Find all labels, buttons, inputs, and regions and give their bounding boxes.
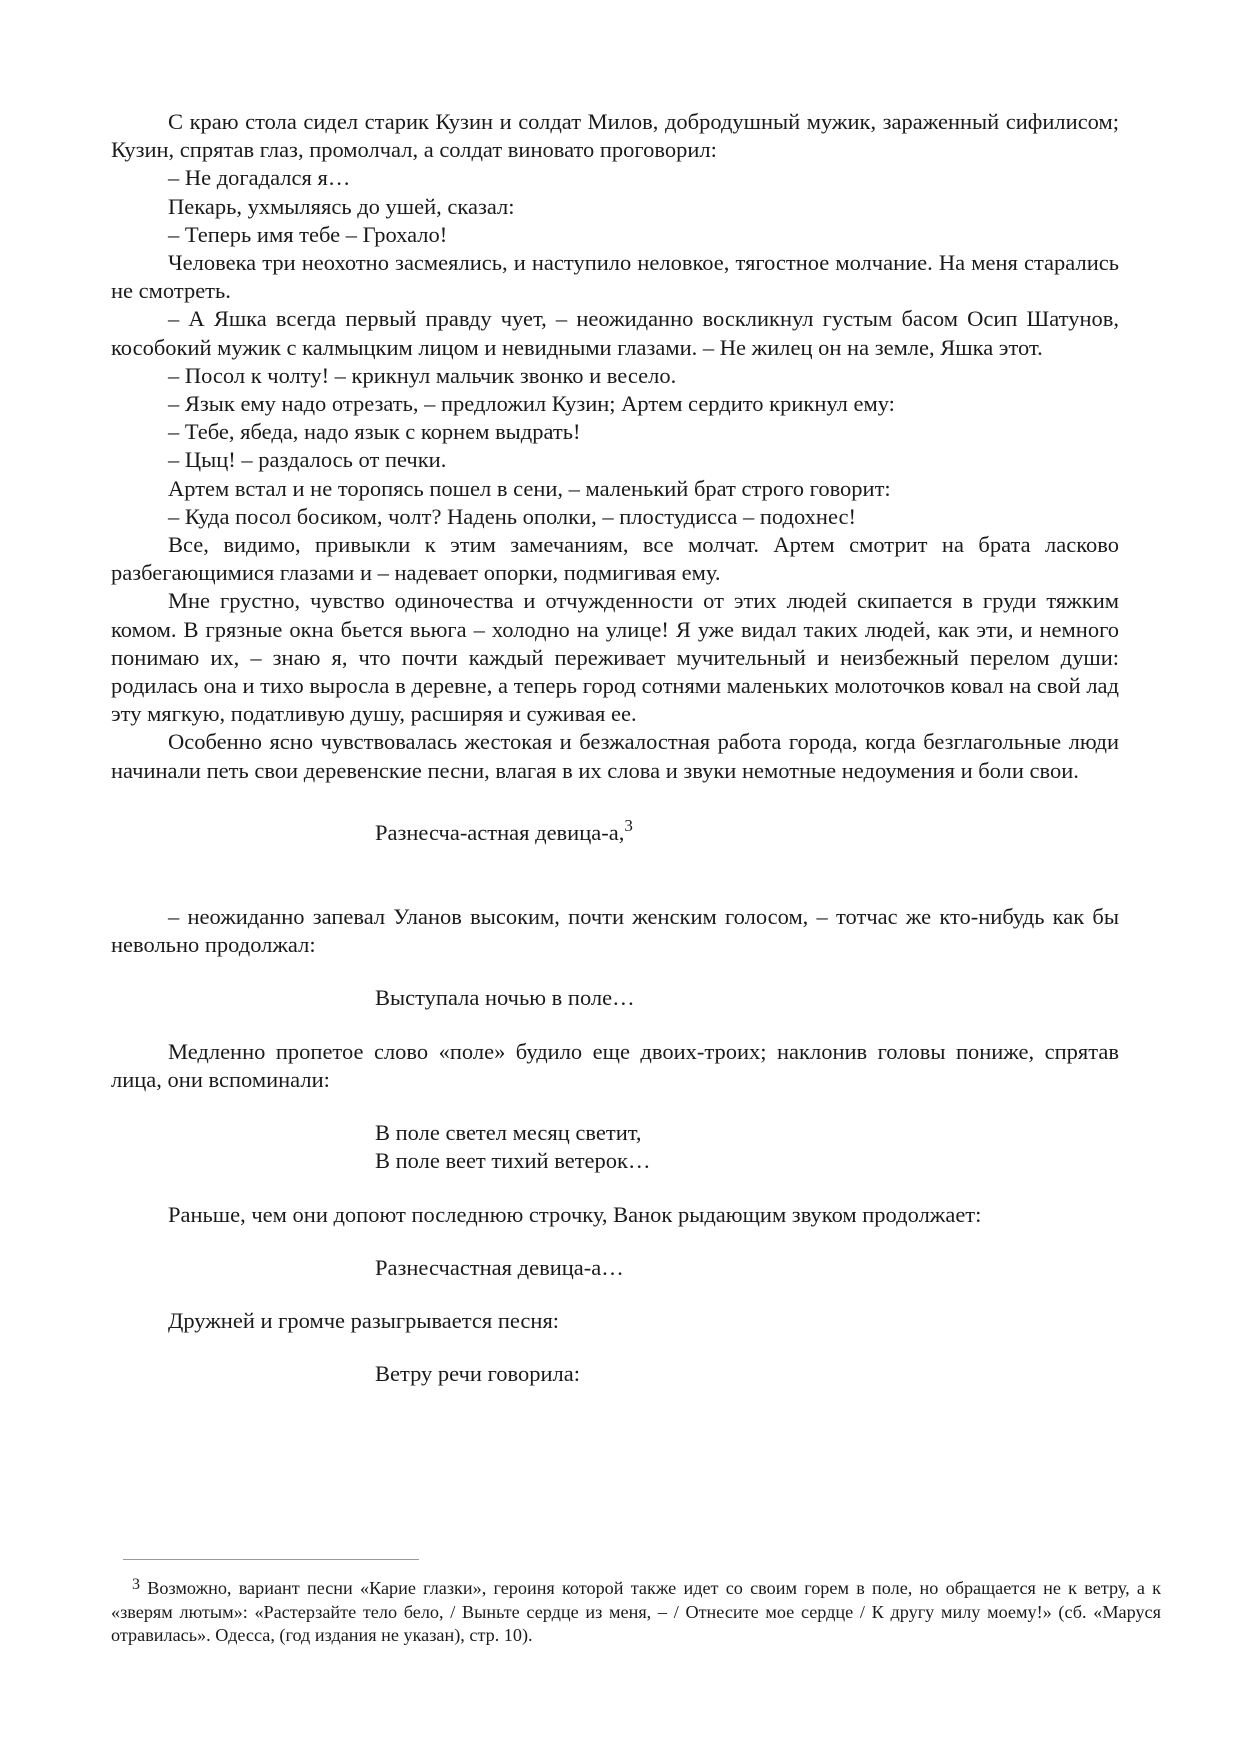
paragraph: – Цыц! – раздалось от печки. xyxy=(168,447,447,473)
paragraph: – неожиданно запевал Уланов высоким, почти женским голосом, – тотчас же кто-нибудь как бы невольно продолжал: xyxy=(111,904,1119,958)
verse-line: В поле светел месяц светит, xyxy=(375,1120,642,1146)
paragraph: – Куда посол босиком, чолт? Надень ополки, – плостудисса – подохнес! xyxy=(168,503,856,529)
footnote xyxy=(111,1577,1161,1648)
verse-line: Выступала ночью в поле… xyxy=(375,985,635,1011)
paragraph: Дружней и громче разыгрывается песня: xyxy=(168,1307,560,1333)
paragraph: – Теперь имя тебе – Грохало! xyxy=(168,221,448,247)
footnote-reference[interactable]: 3 xyxy=(624,815,633,835)
paragraph: – Тебе, ябеда, надо язык с корнем выдрать! xyxy=(168,419,581,445)
paragraph: – А Яшка всегда первый правду чует, – неожиданно воскликнул густым басом Осип Шатунов, кособокий мужик с калмыцким лицом и невидными глазами. – Не жилец он на земле, Яшка этот. xyxy=(111,306,1119,360)
song-verse xyxy=(111,1119,1119,1175)
verse-line: Ветру речи говорила: xyxy=(375,1361,580,1387)
paragraph: Пекарь, ухмыляясь до ушей, сказал: xyxy=(168,193,515,219)
footnote-mark: 3 xyxy=(132,1576,140,1593)
paragraph: Человека три неохотно засмеялись, и наступило неловкое, тягостное молчание. На меня старались не смотреть. xyxy=(111,250,1119,304)
paragraph: Все, видимо, привыкли к этим замечаниям, все молчат. Артем смотрит на брата ласково разбегающимися глазами и – надевает опорки, подмигивая ему. xyxy=(111,532,1119,586)
paragraph: Раньше, чем они допоют последнюю строчку, Ванок рыдающим звуком продолжает: xyxy=(168,1201,982,1227)
paragraph: Особенно ясно чувствовалась жестокая и безжалостная работа города, когда безглагольные люди начинали петь свои деревенские песни, влагая в их слова и звуки немотные недоумения и боли свои. xyxy=(111,729,1119,783)
song-verse xyxy=(111,984,1119,1012)
footnote-separator xyxy=(123,1559,419,1560)
song-verse xyxy=(111,1254,1119,1282)
paragraph: – Не догадался я… xyxy=(168,165,351,191)
song-verse xyxy=(111,815,1119,847)
paragraph: С краю стола сидел старик Кузин и солдат Милов, добродушный мужик, зараженный сифилисом; Кузин, спрятав глаз, промолчал, а солдат виновато проговорил: xyxy=(111,109,1119,163)
paragraph: Медленно пропетое слово «поле» будило еще двоих-троих; наклонив головы пониже, спрятав лица, они вспоминали: xyxy=(111,1038,1119,1092)
verse-line: В поле веет тихий ветерок… xyxy=(375,1148,651,1174)
paragraph: Мне грустно, чувство одиночества и отчужденности от этих людей скипается в груди тяжким комом. В грязные окна бьется вьюга – холодно на улице! Я уже видал таких людей, как эти, и немного понимаю их, – знаю я, что почти каждый переживает мучительный и неизбежный перелом души: родилась она и тихо выросла в деревне, а теперь город сотнями маленьких молоточков ковал на свой лад эту мягкую, податливую душу, расширяя и суживая ее. xyxy=(111,588,1119,727)
paragraph: – Язык ему надо отрезать, – предложил Кузин; Артем сердито крикнул ему: xyxy=(168,391,895,417)
song-verse xyxy=(111,1360,1119,1388)
verse-line: Разнесча-астная девица-а, xyxy=(375,819,625,845)
paragraph: Артем встал и не торопясь пошел в сени, – маленький брат строго говорит: xyxy=(168,475,891,501)
footnote-text: Возможно, вариант песни «Карие глазки», героиня которой также идет со своим горем в поле, но обращается не к ветру, а к «зверям лютым»: «Растерзайте тело бело, / Выньте сердце из меня, – / Отнесите мое сердце / К другу милу моему!» (сб. «Маруся отравилась». Одесса, (год издания не указан), стр. 10). xyxy=(111,1578,1161,1645)
paragraph: – Посол к чолту! – крикнул мальчик звонко и весело. xyxy=(168,362,677,388)
main-text xyxy=(111,108,1119,1388)
verse-line: Разнесчастная девица-а… xyxy=(375,1254,624,1280)
